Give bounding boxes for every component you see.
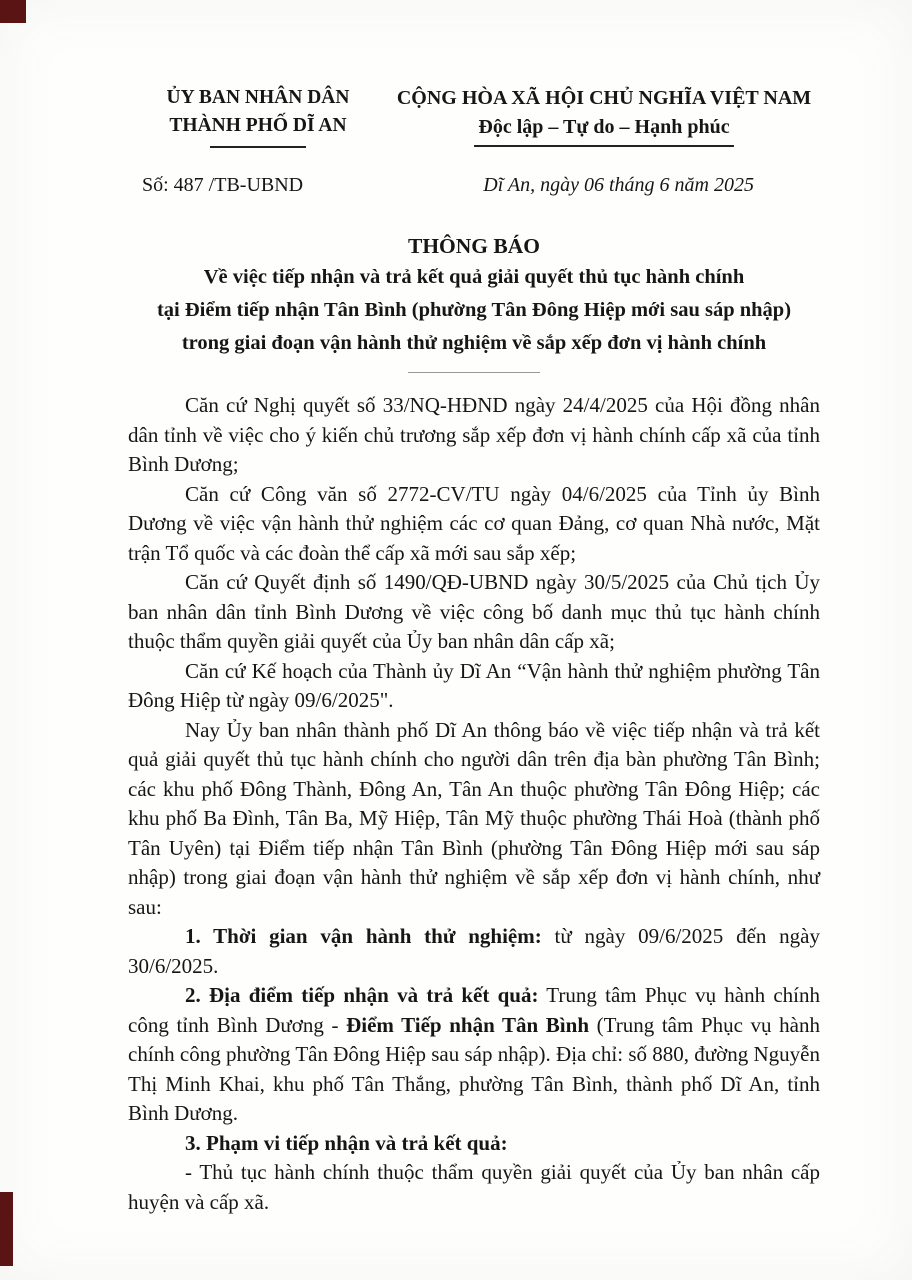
subtitle-line-3: trong giai đoạn vận hành thử nghiệm về sắp xếp đơn vị hành chính bbox=[181, 332, 767, 354]
paragraph bbox=[128, 568, 820, 657]
paragraph bbox=[128, 657, 820, 716]
paragraph-segment: Căn cứ Công văn số 2772-CV/TU ngày 04/6/2025 của Tỉnh ủy Bình Dương về việc vận hành thử nghiệm các cơ quan Đảng, cơ quan Nhà nước, Mặt trận Tổ quốc và các đoàn thể cấp xã mới sau sắp xếp; bbox=[128, 481, 820, 565]
title-block bbox=[128, 231, 820, 373]
paragraph-segment: Trung tâm Phục vụ hành chính công tỉnh Bình Dương - bbox=[128, 983, 821, 1037]
national-header-block bbox=[388, 84, 820, 148]
subtitle-line-1: Về việc tiếp nhận và trả kết quả giải quyết thủ tục hành chính bbox=[203, 266, 745, 288]
paragraph-segment: - Thủ tục hành chính thuộc thẩm quyền giải quyết của Ủy ban nhân cấp huyện và cấp xã. bbox=[128, 1160, 820, 1214]
paragraph bbox=[128, 716, 820, 923]
paragraph bbox=[128, 1129, 820, 1159]
title-divider bbox=[408, 372, 540, 373]
paragraph bbox=[128, 981, 820, 1129]
paragraph-segment: từ ngày 09/6/2025 đến ngày 30/6/2025. bbox=[128, 924, 820, 978]
paragraph-segment: Căn cứ Quyết định số 1490/QĐ-UBND ngày 30/5/2025 của Chủ tịch Ủy ban nhân dân tỉnh Bình Dương về việc công bố danh mục thủ tục hành chính thuộc thẩm quyền giải quyết của Ủy ban nhân dân cấp xã; bbox=[128, 570, 820, 653]
number-date-row bbox=[128, 174, 820, 197]
national-motto: Độc lập – Tự do – Hạnh phúc bbox=[474, 112, 733, 147]
paragraph-segment: (Trung tâm Phục vụ hành chính công phường Tân Đông Hiệp sau sáp nhập). Địa chỉ: số 880, đường Nguyễn Thị Minh Khai, khu phố Tân Thắng, phường Tân Bình, thành phố Dĩ An, tỉnh Bình Dương. bbox=[128, 1012, 820, 1125]
issuing-authority-block bbox=[128, 84, 388, 148]
authority-city: THÀNH PHỐ DĨ AN bbox=[169, 115, 347, 136]
motto-wrap bbox=[474, 112, 733, 147]
paragraph bbox=[128, 1158, 820, 1217]
paragraph-segment: Căn cứ Nghị quyết số 33/NQ-HĐND ngày 24/4/2025 của Hội đồng nhân dân tỉnh về việc cho ý kiến chủ trương sắp xếp đơn vị hành chính cấp xã của tỉnh Bình Dương; bbox=[128, 393, 820, 476]
photo-edge-artifact-top-left bbox=[0, 0, 26, 23]
paragraph bbox=[128, 922, 820, 981]
paragraph-bold-segment: 1. Thời gian vận hành thử nghiệm: bbox=[185, 924, 542, 948]
document-type-title: THÔNG BÁO bbox=[407, 234, 540, 258]
paragraph-segment: Căn cứ Kế hoạch của Thành ủy Dĩ An “Vận hành thử nghiệm phường Tân Đông Hiệp từ ngày 09/6/2025". bbox=[128, 658, 820, 712]
document-body bbox=[128, 391, 820, 1217]
national-title: CỘNG HÒA XÃ HỘI CHỦ NGHĨA VIỆT NAM bbox=[396, 87, 812, 109]
date-line: Dĩ An, ngày 06 tháng 6 năm 2025 bbox=[483, 174, 754, 196]
document-number: Số: 487 /TB-UBND bbox=[142, 174, 304, 196]
photo-edge-artifact-bottom-left bbox=[0, 1192, 13, 1266]
paragraph-segment: Nay Ủy ban nhân thành phố Dĩ An thông báo về việc tiếp nhận và trả kết quả giải quyết thủ tục hành chính cho người dân trên địa bàn phường Tân Bình; các khu phố Đông Thành, Đông An, Tân An thuộc phường Tân Đông Hiệp; các khu phố Ba Đình, Tân Ba, Mỹ Hiệp, Tân Mỹ thuộc phường Thái Hoà (thành phố Tân Uyên) tại Điểm tiếp nhận Tân Bình (phường Tân Đông Hiệp mới sau sáp nhập) trong giai đoạn vận hành thử nghiệm về sắp xếp đơn vị hành chính, như sau: bbox=[128, 717, 820, 919]
document-header bbox=[128, 84, 820, 148]
paragraph-bold-segment: 2. Địa điểm tiếp nhận và trả kết quả: bbox=[185, 983, 539, 1007]
paragraph-bold-segment: Điểm Tiếp nhận Tân Bình bbox=[346, 1012, 589, 1037]
paragraph bbox=[128, 480, 820, 569]
paragraph-bold-segment: 3. Phạm vi tiếp nhận và trả kết quả: bbox=[185, 1130, 508, 1155]
subtitle-line-2: tại Điểm tiếp nhận Tân Bình (phường Tân Đông Hiệp mới sau sáp nhập) bbox=[156, 299, 792, 321]
paragraph bbox=[128, 391, 820, 480]
authority-name: ỦY BAN NHÂN DÂN bbox=[166, 87, 350, 108]
header-left-underline bbox=[210, 146, 306, 148]
